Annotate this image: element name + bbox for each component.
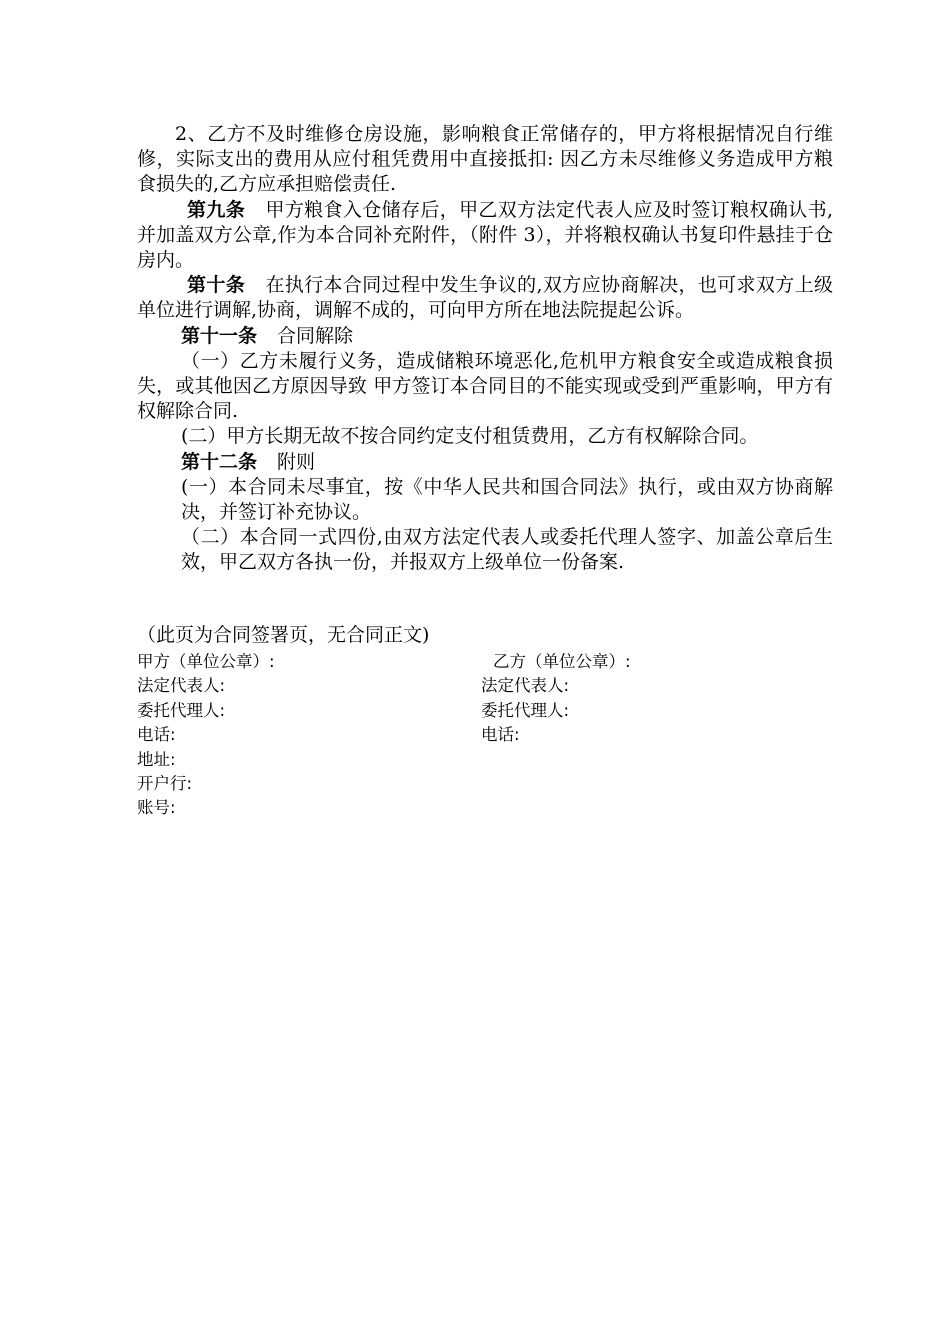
party-a-agent: 委托代理人: <box>137 700 226 720</box>
article-11-clause-1: （一）乙方未履行义务，造成储粮环境恶化,危机甲方粮食安全或造成粮食损失，或其他因乙方原因导致 甲方签订本合同目的不能实现或受到严重影响，甲方有权解除合同. <box>137 349 833 423</box>
article-12-text: 附则 <box>277 450 316 473</box>
article-12 <box>137 450 833 475</box>
article-11 <box>137 324 833 349</box>
party-a-legal-rep: 法定代表人: <box>137 676 226 696</box>
article-10-text: 在执行本合同过程中发生争议的,双方应协商解决，也可求双方上级单位进行调解,协商，调解不成的，可向甲方所在地法院提起公诉。 <box>137 274 833 322</box>
party-b-legal-rep: 法定代表人: <box>481 676 570 696</box>
signature-page-note: （此页为合同签署页，无合同正文) <box>137 624 430 646</box>
article-11-title: 第十一条 <box>181 324 258 347</box>
party-a-address: 地址: <box>137 749 176 769</box>
article-11-text: 合同解除 <box>277 324 354 347</box>
party-a-account: 账号: <box>137 798 176 818</box>
article-12-clause-2: （二）本合同一式四份,由双方法定代表人或委托代理人签字、加盖公章后生效，甲乙双方各执一份，并报双方上级单位一份备案. <box>181 526 833 574</box>
party-b-signature-block <box>481 650 631 748</box>
party-b-phone: 电话: <box>481 725 520 745</box>
article-10-title: 第十条 <box>187 274 246 297</box>
party-b-agent: 委托代理人: <box>481 700 570 720</box>
party-a-title: 甲方（单位公章）: <box>137 652 275 671</box>
article-11-clause-2: (二）甲方长期无故不按合同约定支付租赁费用，乙方有权解除合同。 <box>181 425 759 448</box>
contract-body <box>137 122 833 576</box>
article-12-title: 第十二条 <box>181 450 258 473</box>
party-a-phone: 电话: <box>137 725 176 745</box>
article-9 <box>137 198 833 274</box>
party-b-title: 乙方（单位公章）: <box>493 652 631 671</box>
article-9-text: 甲方粮食入仓储存后，甲乙双方法定代表人应及时签订粮权确认书,并加盖双方公章,作为本合同补充附件，（附件 3），并将粮权确认书复印件悬挂于仓房内。 <box>137 198 833 272</box>
party-a-bank: 开户行: <box>137 773 193 793</box>
article-9-title: 第九条 <box>187 198 246 221</box>
article-10 <box>137 273 833 323</box>
party-a-signature-block <box>137 650 275 821</box>
paragraph-maintenance: 2、乙方不及时维修仓房设施，影响粮食正常储存的，甲方将根据情况自行维修，实际支出的费用从应付租凭费用中直接抵扣: 因乙方未尽维修义务造成甲方粮食损失的,乙方应承担赔偿责任. <box>137 123 833 196</box>
article-12-clause-1: (一）本合同未尽事宜，按《中华人民共和国合同法》执行，或由双方协商解决，并签订补充协议。 <box>181 475 833 524</box>
